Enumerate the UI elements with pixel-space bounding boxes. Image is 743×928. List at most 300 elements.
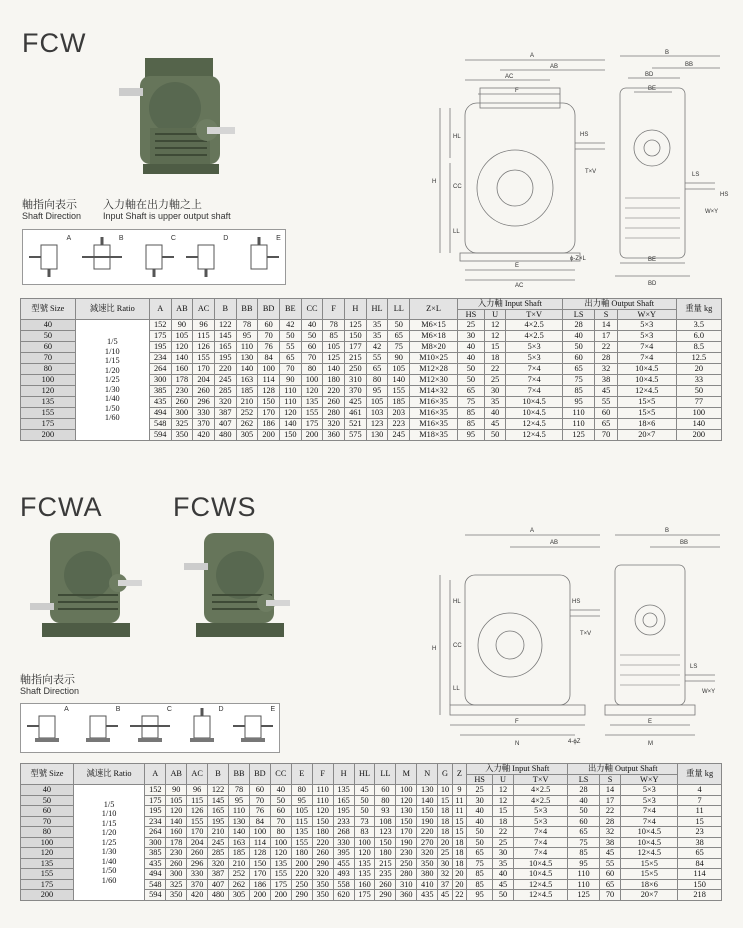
table-cell: 20 <box>452 869 466 880</box>
header-row <box>21 299 722 310</box>
table-cell: 370 <box>345 386 367 397</box>
shaft-direction-diagram-1 <box>22 229 286 285</box>
table-cell: 290 <box>291 890 312 901</box>
table-cell: 93 <box>375 806 396 817</box>
table-cell: 155 <box>301 408 323 419</box>
table-cell: 10×4.5 <box>617 375 676 386</box>
table-cell: 170 <box>249 869 270 880</box>
table-cell: 250 <box>345 364 367 375</box>
table-cell: 50 <box>484 430 506 441</box>
table-cell: 195 <box>333 806 354 817</box>
table-cell: 42 <box>279 320 301 331</box>
column-header: F <box>312 764 333 785</box>
table-cell: 163 <box>236 375 258 386</box>
column-header: LL <box>375 764 396 785</box>
table-cell: 20 <box>676 364 721 375</box>
shaft-direction-cn: 軸指向表示 <box>22 199 77 211</box>
size-cell: 200 <box>21 430 76 441</box>
table-cell: 195 <box>208 816 229 827</box>
size-cell: 120 <box>21 848 74 859</box>
table-cell: 22 <box>452 890 466 901</box>
table-cell: 20 <box>452 879 466 890</box>
table-cell: 95 <box>457 430 484 441</box>
table-cell: 38 <box>595 375 617 386</box>
ratio-value: 1/60 <box>104 413 120 423</box>
table-cell: 264 <box>145 827 166 838</box>
table-cell: 407 <box>208 879 229 890</box>
table-cell: 65 <box>678 848 722 859</box>
sub-column-header: W×Y <box>617 309 676 320</box>
table-cell: 45 <box>493 879 514 890</box>
table-cell: 20 <box>438 837 452 848</box>
table-cell: 594 <box>149 430 171 441</box>
table-cell: 60 <box>270 806 291 817</box>
table-cell: 155 <box>291 837 312 848</box>
table-cell: 12×4.5 <box>513 890 568 901</box>
table-cell: 76 <box>258 342 280 353</box>
table-cell: 75 <box>457 397 484 408</box>
table-cell: 35 <box>366 320 388 331</box>
table-cell: 163 <box>229 837 250 848</box>
sub-column-header: T×V <box>506 309 562 320</box>
table-cell: 195 <box>145 806 166 817</box>
ratio-cell <box>75 320 149 441</box>
table-cell: 40 <box>457 342 484 353</box>
sub-column-header: S <box>599 774 621 785</box>
table-cell: 70 <box>599 890 621 901</box>
table-cell: 165 <box>333 795 354 806</box>
table-cell: 215 <box>345 353 367 364</box>
ratio-value: 1/50 <box>104 403 120 413</box>
table-cell: 435 <box>149 397 171 408</box>
table-cell: 150 <box>396 816 417 827</box>
table-cell: 234 <box>149 353 171 364</box>
table-cell: 548 <box>149 419 171 430</box>
svg-text:AC: AC <box>505 74 514 80</box>
column-header: BB <box>229 764 250 785</box>
table-cell: 35 <box>484 397 506 408</box>
table-cell: 350 <box>171 430 193 441</box>
table-cell: 7×4 <box>513 837 568 848</box>
table-cell: 70 <box>270 816 291 827</box>
sub-column-header: W×Y <box>621 774 678 785</box>
table-cell: 60 <box>249 785 270 796</box>
table-cell: 23 <box>678 827 722 838</box>
size-cell: 135 <box>21 858 74 869</box>
table-cell: M6×18 <box>410 331 458 342</box>
ratio-value: 1/30 <box>104 384 120 394</box>
table-cell: M10×25 <box>410 353 458 364</box>
table-cell: 60 <box>301 342 323 353</box>
table-cell: 10×4.5 <box>617 364 676 375</box>
svg-text:F: F <box>515 88 519 94</box>
table-cell: 75 <box>562 375 595 386</box>
section-title-fcwa: FCWA <box>20 492 103 522</box>
table-cell: 350 <box>417 858 438 869</box>
table-cell: 360 <box>323 430 345 441</box>
table-cell: 96 <box>193 320 215 331</box>
shaft-dir-a: A <box>25 235 73 279</box>
table-cell: 140 <box>166 816 187 827</box>
size-cell: 100 <box>21 375 76 386</box>
table-row <box>21 785 722 796</box>
weight-header: 重量 kg <box>678 764 722 785</box>
table-cell: 12 <box>484 331 506 342</box>
table-cell: 350 <box>312 890 333 901</box>
table-cell: 125 <box>562 430 595 441</box>
svg-text:AC: AC <box>515 283 524 289</box>
svg-text:AB: AB <box>550 64 559 70</box>
table-cell: 75 <box>388 342 410 353</box>
table-cell: 125 <box>345 320 367 331</box>
column-header: BB <box>236 299 258 320</box>
svg-text:BB: BB <box>680 540 689 546</box>
size-cell: 40 <box>21 785 74 796</box>
table-cell: 77 <box>676 397 721 408</box>
table-cell: 220 <box>323 386 345 397</box>
size-cell: 60 <box>21 342 76 353</box>
table-cell: 95 <box>568 858 599 869</box>
table-cell: 105 <box>291 806 312 817</box>
table-cell: 100 <box>258 364 280 375</box>
sub-column-header: U <box>484 309 506 320</box>
table-cell: 235 <box>375 869 396 880</box>
table-cell: 35 <box>366 331 388 342</box>
table-cell: 395 <box>333 848 354 859</box>
column-header: G <box>438 764 452 785</box>
table-cell: 135 <box>354 869 375 880</box>
table-cell: 494 <box>149 408 171 419</box>
table-cell: 210 <box>229 858 250 869</box>
table-cell: 80 <box>366 375 388 386</box>
table-cell: 180 <box>312 827 333 838</box>
table-cell: 70 <box>595 430 617 441</box>
table-cell: 40 <box>568 795 599 806</box>
table-cell: 325 <box>166 879 187 890</box>
shaft-dir-d: D <box>182 235 230 279</box>
table-cell: 220 <box>291 869 312 880</box>
sub-column-header: LS <box>562 309 595 320</box>
ratio-cell <box>73 785 145 901</box>
table-cell: 260 <box>312 848 333 859</box>
table-cell: 380 <box>417 869 438 880</box>
column-header: 型號 Size <box>21 299 76 320</box>
dimension-drawing-fcw <box>420 48 730 288</box>
table-cell: 84 <box>249 816 270 827</box>
svg-text:HS: HS <box>572 599 581 605</box>
table-cell: 135 <box>354 858 375 869</box>
column-header: HL <box>354 764 375 785</box>
svg-text:LL: LL <box>453 686 460 692</box>
ratio-value: 1/15 <box>104 356 120 366</box>
table-cell: 150 <box>678 879 722 890</box>
table-cell: 38 <box>599 837 621 848</box>
table-cell: 18 <box>438 827 452 838</box>
table-cell: M12×30 <box>410 375 458 386</box>
svg-text:HS: HS <box>580 132 589 138</box>
table-cell: 5×3 <box>621 785 678 796</box>
table-cell: 150 <box>375 837 396 848</box>
ratio-value: 1/15 <box>101 818 117 828</box>
table-cell: 30 <box>467 795 493 806</box>
table-cell: 252 <box>229 869 250 880</box>
table-cell: 110 <box>312 785 333 796</box>
table-cell: 280 <box>323 408 345 419</box>
table-cell: 521 <box>345 419 367 430</box>
table-cell: 32 <box>438 869 452 880</box>
size-cell: 50 <box>21 331 76 342</box>
table-cell: M14×32 <box>410 386 458 397</box>
table-cell: 40 <box>301 320 323 331</box>
table-cell: 95 <box>562 397 595 408</box>
size-cell: 200 <box>21 890 74 901</box>
table-cell: 45 <box>599 848 621 859</box>
table-cell: 410 <box>417 879 438 890</box>
table-cell: 15×5 <box>617 397 676 408</box>
table-cell: 558 <box>333 879 354 890</box>
table-cell: 18 <box>438 816 452 827</box>
table-cell: 30 <box>457 331 484 342</box>
table-cell: 210 <box>236 397 258 408</box>
svg-text:T×V: T×V <box>580 631 592 637</box>
table-cell: 95 <box>236 331 258 342</box>
table-cell: 42 <box>366 342 388 353</box>
table-cell: 305 <box>229 890 250 901</box>
column-header: A <box>145 764 166 785</box>
table-cell: 262 <box>236 419 258 430</box>
table-cell: 110 <box>312 795 333 806</box>
table-cell: 20×7 <box>621 890 678 901</box>
table-cell: 150 <box>279 430 301 441</box>
table-cell: 186 <box>249 879 270 890</box>
table-cell: 85 <box>323 331 345 342</box>
table-cell: 3.5 <box>676 320 721 331</box>
table-cell: 85 <box>467 869 493 880</box>
table-cell: 60 <box>599 869 621 880</box>
section-title-fcw: FCW <box>22 28 87 58</box>
shaft-dir-b: B <box>78 235 126 279</box>
table-cell: M18×35 <box>410 430 458 441</box>
table-cell: 250 <box>291 879 312 890</box>
table-cell: 260 <box>375 879 396 890</box>
column-header: H <box>345 299 367 320</box>
table-cell: 170 <box>193 364 215 375</box>
table-cell: 18 <box>438 806 452 817</box>
output-shaft-group-header: 出力軸 Output Shaft <box>562 299 676 310</box>
table-cell: 15 <box>452 816 466 827</box>
header-row <box>21 764 722 775</box>
table-cell: 18 <box>452 858 466 869</box>
table-cell: 80 <box>375 795 396 806</box>
svg-text:LS: LS <box>690 664 698 670</box>
spec-table-2 <box>20 763 722 901</box>
shaft-dir-e-2: E <box>229 706 277 750</box>
table-cell: 12×4.5 <box>506 430 562 441</box>
table-cell: 110 <box>279 397 301 408</box>
table-cell: 100 <box>249 827 270 838</box>
sub-column-header: HS <box>457 309 484 320</box>
svg-text:E: E <box>515 263 520 269</box>
table-cell: 250 <box>396 858 417 869</box>
table-cell: 594 <box>145 890 166 901</box>
table-cell: 330 <box>187 869 208 880</box>
table-cell: 223 <box>388 419 410 430</box>
sub-column-header: HS <box>467 774 493 785</box>
shaft-dir-c: C <box>130 235 178 279</box>
dimension-drawing-fcwa <box>420 525 730 750</box>
table-cell: 175 <box>149 331 171 342</box>
table-cell: M12×28 <box>410 364 458 375</box>
table-cell: 40 <box>562 331 595 342</box>
table-cell: 185 <box>236 386 258 397</box>
table-cell: 155 <box>193 353 215 364</box>
table-cell: 5×3 <box>513 806 568 817</box>
table-cell: 435 <box>417 890 438 901</box>
table-cell: 40 <box>457 353 484 364</box>
table-cell: 195 <box>214 353 236 364</box>
table-cell: 150 <box>345 331 367 342</box>
table-cell: 65 <box>562 364 595 375</box>
table-cell: 350 <box>312 879 333 890</box>
table-cell: 140 <box>279 419 301 430</box>
table-cell: 4×2.5 <box>506 320 562 331</box>
table-cell: 310 <box>396 879 417 890</box>
column-header: A <box>149 299 171 320</box>
table-cell: 105 <box>388 364 410 375</box>
table-cell: 65 <box>568 827 599 838</box>
table-cell: 120 <box>396 795 417 806</box>
table-cell: 7×4 <box>506 386 562 397</box>
column-header: AC <box>187 764 208 785</box>
table-cell: 5×3 <box>617 320 676 331</box>
table-cell: M16×35 <box>410 419 458 430</box>
column-header: N <box>417 764 438 785</box>
table-cell: 75 <box>467 858 493 869</box>
table-cell: 385 <box>149 386 171 397</box>
table-cell: 135 <box>291 827 312 838</box>
table-cell: 12.5 <box>676 353 721 364</box>
table-cell: 60 <box>375 785 396 796</box>
table-cell: 50 <box>568 806 599 817</box>
shaft-direction-en-2: Shaft Direction <box>20 686 80 696</box>
table-cell: 140 <box>236 364 258 375</box>
table-cell: 128 <box>258 386 280 397</box>
svg-text:A: A <box>530 53 535 59</box>
table-cell: 260 <box>171 397 193 408</box>
table-cell: 17 <box>599 795 621 806</box>
table-cell: 285 <box>214 386 236 397</box>
table-cell: 120 <box>171 342 193 353</box>
svg-text:A: A <box>530 528 535 534</box>
shaft-direction-diagram-2 <box>20 703 280 753</box>
table-cell: 280 <box>396 869 417 880</box>
sub-column-header: LS <box>568 774 599 785</box>
table-cell: 50 <box>467 837 493 848</box>
table-cell: 200 <box>258 430 280 441</box>
table-cell: 95 <box>467 890 493 901</box>
table-cell: 461 <box>345 408 367 419</box>
ratio-value: 1/20 <box>104 365 120 375</box>
table-cell: 135 <box>301 397 323 408</box>
table-cell: 285 <box>208 848 229 859</box>
table-cell: 55 <box>279 342 301 353</box>
shaft-dir-b-2: B <box>74 706 122 750</box>
table-cell: 30 <box>493 848 514 859</box>
svg-text:W×Y: W×Y <box>702 689 716 695</box>
table-row <box>21 320 722 331</box>
table-cell: 96 <box>187 785 208 796</box>
svg-text:ϕ-Z×L: ϕ-Z×L <box>570 256 586 262</box>
svg-text:LS: LS <box>692 172 700 178</box>
table-cell: 260 <box>166 858 187 869</box>
table-cell: 60 <box>568 816 599 827</box>
table-cell: 177 <box>345 342 367 353</box>
table-cell: 385 <box>145 848 166 859</box>
table-cell: 160 <box>171 364 193 375</box>
table-cell: 152 <box>149 320 171 331</box>
table-cell: 55 <box>599 858 621 869</box>
column-header: H <box>333 764 354 785</box>
size-cell: 175 <box>21 419 76 430</box>
ratio-value: 1/40 <box>101 856 117 866</box>
size-cell: 40 <box>21 320 76 331</box>
table-cell: 155 <box>187 816 208 827</box>
svg-text:W×Y: W×Y <box>705 209 719 215</box>
svg-text:BD: BD <box>648 281 657 287</box>
table-cell: 50 <box>457 364 484 375</box>
table-cell: 25 <box>493 837 514 848</box>
table-cell: 120 <box>270 848 291 859</box>
table-cell: 140 <box>417 795 438 806</box>
table-cell: 10×4.5 <box>621 837 678 848</box>
table-cell: 30 <box>484 386 506 397</box>
table-cell: 130 <box>417 785 438 796</box>
table-cell: 90 <box>388 353 410 364</box>
table-cell: 78 <box>323 320 345 331</box>
table-cell: 320 <box>208 858 229 869</box>
svg-text:B: B <box>665 528 670 534</box>
table-cell: 90 <box>279 375 301 386</box>
table-cell: 10×4.5 <box>621 827 678 838</box>
table-cell: 50 <box>301 331 323 342</box>
table-cell: 115 <box>187 795 208 806</box>
table-cell: 220 <box>312 837 333 848</box>
table-cell: 100 <box>301 375 323 386</box>
size-cell: 175 <box>21 879 74 890</box>
column-header: 減速比 Ratio <box>75 299 149 320</box>
table-cell: 180 <box>375 848 396 859</box>
table-cell: 15 <box>678 816 722 827</box>
table-cell: 65 <box>599 879 621 890</box>
table-cell: 10×4.5 <box>513 869 568 880</box>
table-cell: 122 <box>208 785 229 796</box>
size-cell: 155 <box>21 869 74 880</box>
table-cell: 185 <box>388 397 410 408</box>
table-cell: 9 <box>452 785 466 796</box>
table-cell: 110 <box>562 408 595 419</box>
table-cell: 60 <box>595 408 617 419</box>
table-cell: 8.5 <box>676 342 721 353</box>
table-cell: 20×7 <box>617 430 676 441</box>
table-cell: 130 <box>236 353 258 364</box>
table-cell: 360 <box>396 890 417 901</box>
table-cell: 160 <box>166 827 187 838</box>
table-cell: 200 <box>676 430 721 441</box>
table-cell: 15×5 <box>621 869 678 880</box>
table-cell: 204 <box>193 375 215 386</box>
table-cell: 145 <box>214 331 236 342</box>
column-header: CC <box>301 299 323 320</box>
